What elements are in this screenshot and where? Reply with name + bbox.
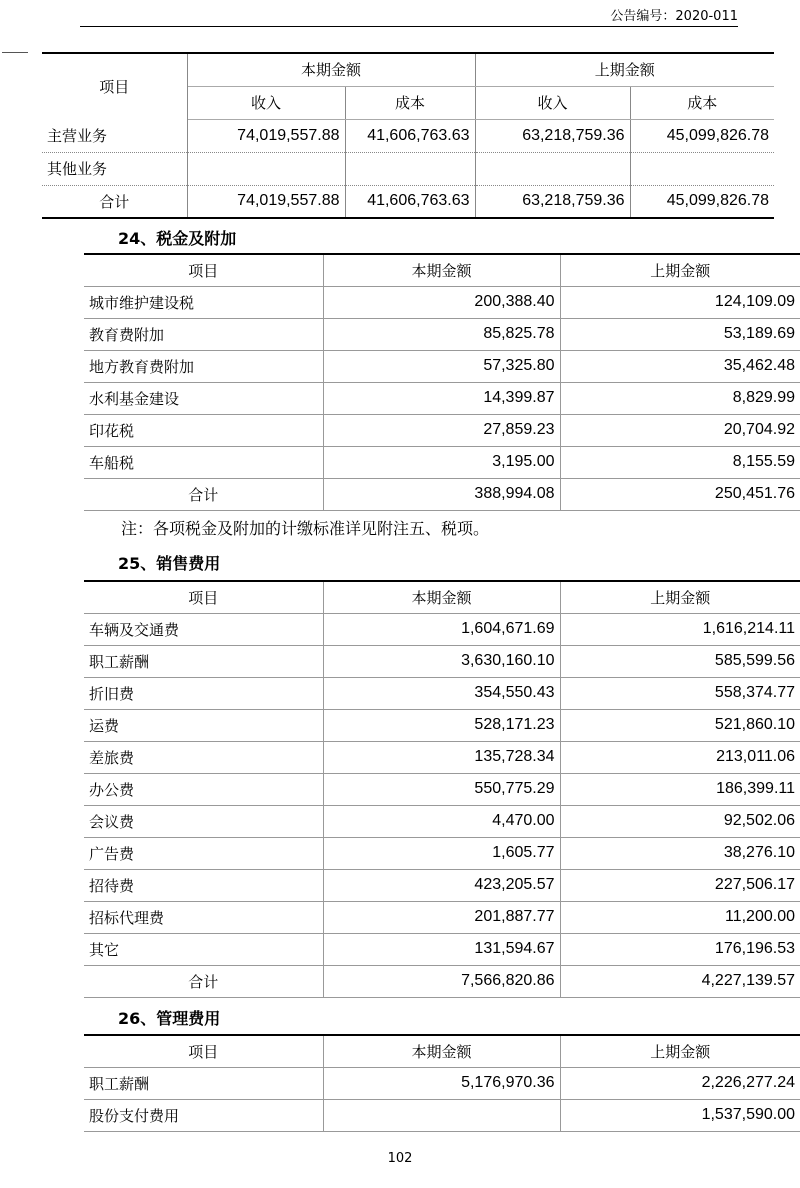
cell-previous: 250,451.76 (560, 478, 800, 510)
table-row (84, 709, 800, 741)
row-label: 运费 (84, 709, 323, 741)
cell-previous: 1,616,214.11 (560, 613, 800, 645)
row-label: 车船税 (84, 446, 323, 478)
cell-current: 423,205.57 (323, 869, 560, 901)
row-label: 差旅费 (84, 741, 323, 773)
table-row-total (42, 185, 774, 218)
cell-previous: 2,226,277.24 (560, 1067, 800, 1099)
col-header-current-income: 收入 (187, 86, 345, 119)
row-label: 主营业务 (42, 119, 187, 152)
selling-expenses-table (84, 580, 800, 998)
cell-current: 201,887.77 (323, 901, 560, 933)
row-label: 车辆及交通费 (84, 613, 323, 645)
cell-previous: 124,109.09 (560, 286, 800, 318)
cell-previous: 53,189.69 (560, 318, 800, 350)
cell-current: 1,605.77 (323, 837, 560, 869)
cell-current: 131,594.67 (323, 933, 560, 965)
cell-previous-income: 63,218,759.36 (475, 185, 630, 218)
table-row-total (84, 965, 800, 997)
table-row (84, 1067, 800, 1099)
cell-current: 14,399.87 (323, 382, 560, 414)
row-label: 股份支付费用 (84, 1099, 323, 1131)
table-row (42, 119, 774, 152)
table-row (84, 805, 800, 837)
row-label-total: 合计 (84, 965, 323, 997)
cell-previous: 227,506.17 (560, 869, 800, 901)
row-label: 招待费 (84, 869, 323, 901)
page-number: 102 (387, 1151, 413, 1166)
table-row (84, 1099, 800, 1131)
cell-previous: 176,196.53 (560, 933, 800, 965)
table-row (84, 773, 800, 805)
cell-current-income: 74,019,557.88 (187, 119, 345, 152)
row-label: 其他业务 (42, 152, 187, 185)
row-label: 招标代理费 (84, 901, 323, 933)
cell-previous: 1,537,590.00 (560, 1099, 800, 1131)
row-label: 水利基金建设 (84, 382, 323, 414)
cell-previous: 8,155.59 (560, 446, 800, 478)
row-label: 城市维护建设税 (84, 286, 323, 318)
table-row (84, 837, 800, 869)
cell-previous: 20,704.92 (560, 414, 800, 446)
cell-current-cost: 41,606,763.63 (345, 119, 475, 152)
cell-current: 4,470.00 (323, 805, 560, 837)
col-header-item: 项目 (84, 1035, 323, 1067)
admin-expenses-table (84, 1034, 800, 1132)
revenue-cost-table (42, 52, 774, 219)
table-row (84, 286, 800, 318)
col-header-item: 项目 (84, 581, 323, 613)
announcement-code: 公告编号：2020-011 (610, 9, 738, 24)
cell-previous-cost: 45,099,826.78 (630, 185, 774, 218)
table-row-total (84, 478, 800, 510)
cell-current: 57,325.80 (323, 350, 560, 382)
row-label: 印花税 (84, 414, 323, 446)
table-row (84, 677, 800, 709)
col-header-previous: 上期金额 (560, 1035, 800, 1067)
col-header-item: 项目 (84, 254, 323, 286)
table-row (84, 350, 800, 382)
table-row (42, 152, 774, 185)
table-row (84, 414, 800, 446)
cell-current: 354,550.43 (323, 677, 560, 709)
cell-previous-cost (630, 152, 774, 185)
row-label-total: 合计 (42, 185, 187, 218)
cell-current: 27,859.23 (323, 414, 560, 446)
taxes-note: 注：各项税金及附加的计缴标准详见附注五、税项。 (121, 519, 490, 538)
section-title-selling-expenses: 25、销售费用 (118, 554, 221, 573)
cell-current: 550,775.29 (323, 773, 560, 805)
col-header-current-cost: 成本 (345, 86, 475, 119)
cell-previous-cost: 45,099,826.78 (630, 119, 774, 152)
cell-current: 7,566,820.86 (323, 965, 560, 997)
row-label: 会议费 (84, 805, 323, 837)
col-header-previous: 上期金额 (560, 254, 800, 286)
row-label: 职工薪酬 (84, 1067, 323, 1099)
cell-previous-income (475, 152, 630, 185)
table-row (84, 901, 800, 933)
col-header-current: 本期金额 (323, 581, 560, 613)
cell-previous: 38,276.10 (560, 837, 800, 869)
col-header-previous: 上期金额 (560, 581, 800, 613)
row-label: 其它 (84, 933, 323, 965)
row-label-total: 合计 (84, 478, 323, 510)
cell-current: 85,825.78 (323, 318, 560, 350)
col-header-current: 本期金额 (323, 254, 560, 286)
header-rule (80, 26, 738, 27)
cell-current: 528,171.23 (323, 709, 560, 741)
cell-previous: 92,502.06 (560, 805, 800, 837)
col-header-current: 本期金额 (187, 53, 475, 86)
row-label: 折旧费 (84, 677, 323, 709)
table-row (84, 869, 800, 901)
margin-mark (2, 52, 28, 53)
table-row (84, 446, 800, 478)
cell-previous: 213,011.06 (560, 741, 800, 773)
cell-current: 200,388.40 (323, 286, 560, 318)
cell-current-cost: 41,606,763.63 (345, 185, 475, 218)
cell-previous: 186,399.11 (560, 773, 800, 805)
cell-previous: 35,462.48 (560, 350, 800, 382)
cell-current: 3,630,160.10 (323, 645, 560, 677)
cell-current: 135,728.34 (323, 741, 560, 773)
cell-current-income: 74,019,557.88 (187, 185, 345, 218)
cell-current: 388,994.08 (323, 478, 560, 510)
table-row (84, 318, 800, 350)
cell-current: 1,604,671.69 (323, 613, 560, 645)
col-header-current: 本期金额 (323, 1035, 560, 1067)
taxes-table (84, 253, 800, 511)
cell-current (323, 1099, 560, 1131)
row-label: 办公费 (84, 773, 323, 805)
col-header-item: 项目 (42, 53, 187, 119)
row-label: 广告费 (84, 837, 323, 869)
cell-previous: 4,227,139.57 (560, 965, 800, 997)
table-row (84, 613, 800, 645)
table-row (84, 382, 800, 414)
cell-previous: 558,374.77 (560, 677, 800, 709)
col-header-previous-cost: 成本 (630, 86, 774, 119)
table-row (84, 933, 800, 965)
row-label: 职工薪酬 (84, 645, 323, 677)
cell-previous: 521,860.10 (560, 709, 800, 741)
cell-previous: 585,599.56 (560, 645, 800, 677)
cell-previous-income: 63,218,759.36 (475, 119, 630, 152)
table-row (84, 645, 800, 677)
cell-current-income (187, 152, 345, 185)
cell-previous: 11,200.00 (560, 901, 800, 933)
section-title-taxes: 24、税金及附加 (118, 229, 237, 248)
cell-current: 5,176,970.36 (323, 1067, 560, 1099)
col-header-previous: 上期金额 (475, 53, 774, 86)
cell-current-cost (345, 152, 475, 185)
table-row (84, 741, 800, 773)
row-label: 教育费附加 (84, 318, 323, 350)
row-label: 地方教育费附加 (84, 350, 323, 382)
cell-previous: 8,829.99 (560, 382, 800, 414)
col-header-previous-income: 收入 (475, 86, 630, 119)
cell-current: 3,195.00 (323, 446, 560, 478)
section-title-admin-expenses: 26、管理费用 (118, 1009, 221, 1028)
